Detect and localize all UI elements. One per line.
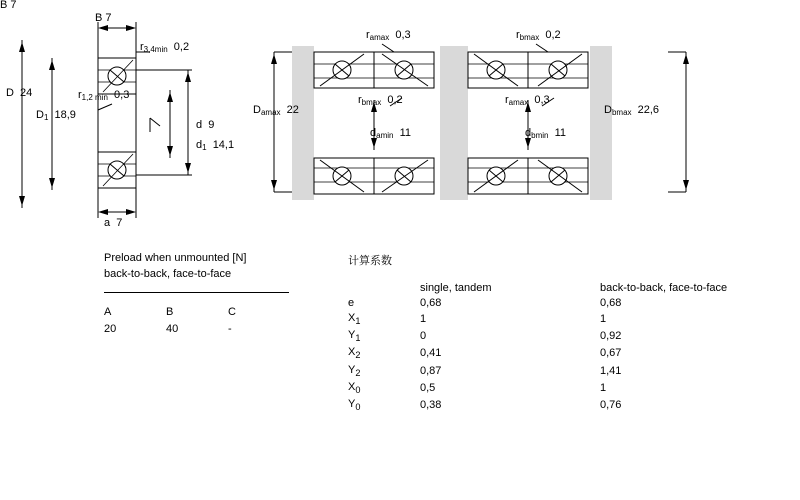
dim-label-r34min: $r_{3,4min}$ 0,2	[140, 41, 190, 54]
table-row	[348, 381, 727, 398]
factor-symbol-X0: $X_0$	[348, 380, 361, 395]
factor-X0-single: 0,5	[420, 381, 436, 394]
dim-label-ramax-mid: $r_{amax}$ 0,3	[505, 94, 550, 107]
factor-symbol-e: e	[348, 297, 355, 309]
factor-X1-btb: 1	[600, 313, 607, 326]
table-header-row	[348, 282, 727, 297]
factors-table	[348, 252, 768, 415]
dim-label-rbmax-mid: $r_{bmax}$ 0,2	[358, 94, 403, 107]
table-row	[104, 306, 290, 321]
factor-X1-single: 1	[420, 313, 427, 326]
preload-col-C: C	[228, 306, 236, 318]
dim-label-r12min: $r_{1,2 min}$ 0,3	[78, 89, 130, 102]
factor-X0-btb: 1	[600, 381, 607, 394]
factor-Y2-single: 0,87	[420, 364, 442, 377]
table-row	[348, 329, 727, 346]
factors-col-btb-ftf: back-to-back, face-to-face	[600, 282, 728, 294]
table-row	[348, 346, 727, 363]
left-label-B: B 7	[0, 0, 17, 11]
preload-table-title: Preload when unmounted [N]	[104, 252, 247, 264]
factors-col-symbol	[348, 282, 420, 297]
factor-symbol-Y0: $Y_0$	[348, 397, 361, 413]
factor-e-btb: 0,68	[600, 297, 622, 309]
dim-label-damin: $d_{amin}$ 11	[370, 127, 411, 140]
factor-X2-single: 0,41	[420, 347, 442, 360]
preload-table-subtitle: back-to-back, face-to-face	[104, 268, 232, 280]
factor-Y2-btb: 1,41	[600, 364, 622, 377]
factor-X2-btb: 0,67	[600, 347, 622, 360]
dim-label-D1: $D_1$ 18,9	[36, 109, 76, 122]
dim-label-B: B 7	[95, 12, 112, 24]
factor-symbol-Y2: $Y_2$	[348, 363, 361, 378]
preload-val-A: 20	[104, 322, 117, 335]
bearing-section-lower	[98, 152, 136, 188]
dim-label-dbmin: $d_{bmin}$ 11	[525, 127, 566, 140]
dim-label-Damax: $D_{amax}$ 22	[253, 104, 299, 117]
preload-col-B: B	[166, 306, 174, 318]
dim-label-Dbmax: $D_{bmax}$ 22,6	[604, 104, 660, 117]
dim-label-rbmax-top: $r_{bmax}$ 0,2	[516, 29, 561, 42]
factor-Y0-btb: 0,76	[600, 399, 622, 412]
preload-val-B: 40	[166, 322, 179, 335]
factors-table-grid	[348, 282, 727, 415]
factor-symbol-Y1: $Y_1$	[348, 329, 361, 344]
factor-Y0-single: 0,38	[420, 399, 442, 412]
factor-symbol-X2: $X_2$	[348, 346, 361, 361]
factor-e-single: 0,68	[420, 297, 442, 309]
factors-col-single-tandem: single, tandem	[420, 282, 492, 294]
dim-label-D: D 24	[6, 87, 33, 99]
table-row	[348, 312, 727, 329]
dim-label-d: d 9	[196, 119, 215, 131]
table-row	[348, 297, 727, 312]
dim-label-ramax-top: $r_{amax}$ 0,3	[366, 29, 411, 42]
factor-Y1-btb: 0,92	[600, 330, 622, 343]
factor-Y1-single: 0	[420, 330, 427, 343]
preload-col-A: A	[104, 306, 112, 318]
dim-label-a: a 7	[104, 217, 123, 229]
preload-table-grid	[104, 306, 290, 339]
table-row	[348, 364, 727, 381]
preload-val-C: -	[228, 322, 232, 335]
factor-symbol-X1: $X_1$	[348, 312, 361, 327]
right-bearing-arrangements-drawing	[270, 0, 690, 240]
preload-table	[104, 252, 304, 339]
table-row	[104, 321, 290, 339]
factors-table-title: 计算系数	[348, 255, 392, 267]
table-row	[348, 398, 727, 415]
dim-label-d1: $d_1$ 14,1	[196, 139, 235, 152]
